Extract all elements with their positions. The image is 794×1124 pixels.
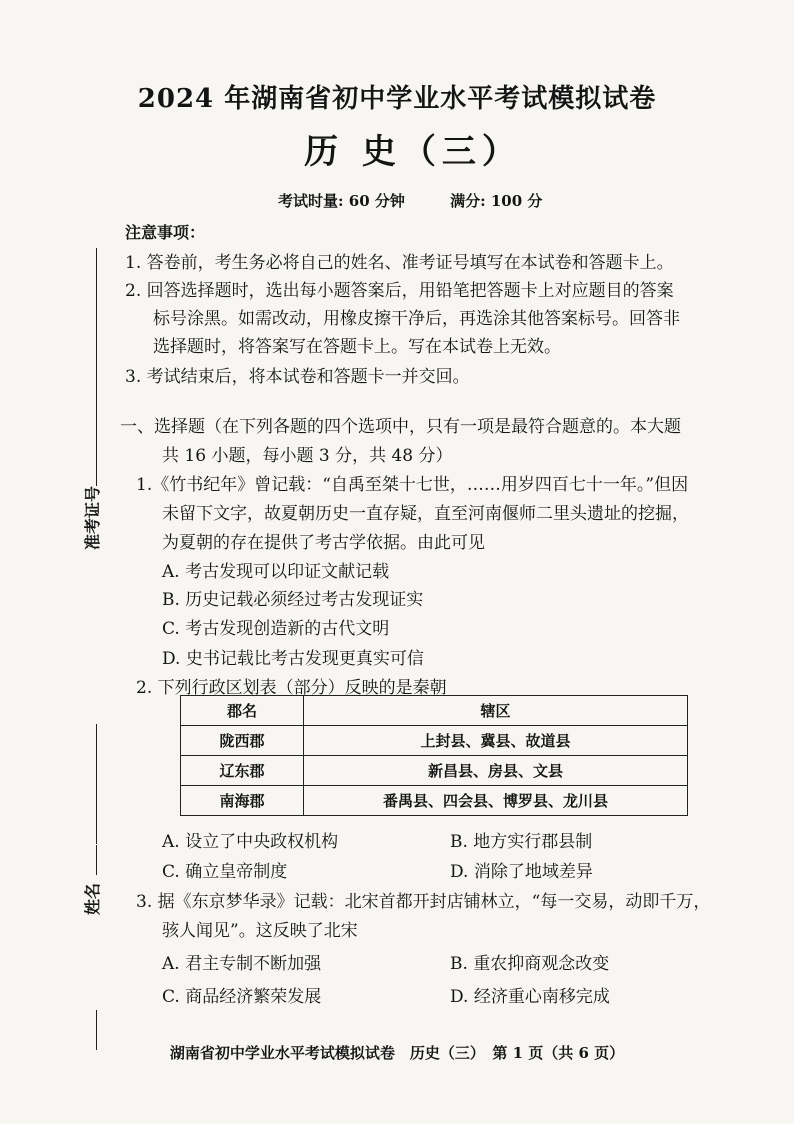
table-row bbox=[181, 786, 688, 816]
q3-option-b: B. 重农抑商观念改变 bbox=[450, 954, 610, 974]
exam-number-underline bbox=[96, 464, 97, 486]
note-2: 2. 回答选择题时，选出每小题答案后，用铅笔把答题卡上对应题目的答案 bbox=[125, 281, 674, 301]
q1-option-d: D. 史书记载比考古发现更真实可信 bbox=[162, 649, 424, 669]
q2-option-c: C. 确立皇帝制度 bbox=[162, 862, 288, 882]
q3-option-d: D. 经济重心南移完成 bbox=[450, 987, 610, 1007]
table-header-prefecture: 郡名 bbox=[181, 696, 304, 726]
table-cell-prefecture: 南海郡 bbox=[181, 786, 304, 816]
note-2-cont2: 选择题时，将答案写在答题卡上。写在本试卷上无效。 bbox=[153, 337, 561, 357]
q3-stem-line1: 3. 据《东京梦华录》记载：北宋首都开封店铺林立，“每一交易，动即千万， bbox=[136, 892, 711, 912]
q3-option-c: C. 商品经济繁荣发展 bbox=[162, 987, 322, 1007]
table-cell-prefecture: 陇西郡 bbox=[181, 726, 304, 756]
note-3: 3. 考试结束后，将本试卷和答题卡一并交回。 bbox=[125, 367, 470, 387]
name-label: 姓名 bbox=[83, 882, 102, 915]
table-cell-counties: 番禺县、四会县、博罗县、龙川县 bbox=[304, 786, 688, 816]
exam-title: 2024 年湖南省初中学业水平考试模拟试卷 bbox=[137, 84, 657, 114]
section-heading-cont: 共 16 小题，每小题 3 分，共 48 分） bbox=[162, 446, 453, 466]
q1-stem-line2: 未留下文字，故夏朝历史一直存疑，直至河南偃师二里头遗址的挖掘， bbox=[162, 504, 689, 524]
section-heading: 一、选择题（在下列各题的四个选项中，只有一项是最符合题意的。本大题 bbox=[120, 417, 681, 437]
q1-option-c: C. 考古发现创造新的古代文明 bbox=[162, 619, 390, 639]
table-cell-prefecture: 辽东郡 bbox=[181, 756, 304, 786]
subject-title: 历 史（三） bbox=[304, 132, 522, 172]
page-footer: 湖南省初中学业水平考试模拟试卷 历史（三） 第 1 页（共 6 页） bbox=[169, 1044, 625, 1062]
q2-option-a: A. 设立了中央政权机构 bbox=[162, 832, 339, 852]
q3-option-a: A. 君主专制不断加强 bbox=[162, 954, 322, 974]
q1-stem-line3: 为夏朝的存在提供了考古学依据。由此可见 bbox=[162, 533, 485, 553]
q3-stem-line2: 骇人闻见”。这反映了北宋 bbox=[162, 921, 358, 941]
table-cell-counties: 新昌县、房县、文县 bbox=[304, 756, 688, 786]
table-row bbox=[181, 756, 688, 786]
note-2-cont: 标号涂黑。如需改动，用橡皮擦干净后，再选涂其他答案标号。回答非 bbox=[153, 309, 680, 329]
admin-division-table bbox=[180, 695, 688, 816]
name-underline bbox=[96, 845, 97, 875]
table-row bbox=[181, 726, 688, 756]
binding-line-top bbox=[96, 248, 97, 470]
q1-stem-line1: 1.《竹书纪年》曾记载：“自禹至桀十七世，……用岁四百七十一年。”但因 bbox=[136, 475, 689, 495]
time-limit: 考试时量: 60 分钟 bbox=[278, 192, 405, 210]
q2-stem: 2. 下列行政区划表（部分）反映的是秦朝 bbox=[136, 678, 447, 698]
notes-heading: 注意事项： bbox=[125, 223, 206, 242]
binding-line-mid bbox=[96, 724, 97, 844]
table-header-row bbox=[181, 696, 688, 726]
q2-option-b: B. 地方实行郡县制 bbox=[450, 832, 593, 852]
exam-number-label: 准考证号 bbox=[83, 485, 102, 550]
full-score: 满分: 100 分 bbox=[450, 192, 543, 210]
table-header-counties: 辖区 bbox=[304, 696, 688, 726]
note-1: 1. 答卷前，考生务必将自己的姓名、准考证号填写在本试卷和答题卡上。 bbox=[125, 253, 674, 273]
q1-option-a: A. 考古发现可以印证文献记载 bbox=[162, 562, 390, 582]
q2-option-d: D. 消除了地域差异 bbox=[450, 862, 593, 882]
table-cell-counties: 上封县、冀县、故道县 bbox=[304, 726, 688, 756]
q1-option-b: B. 历史记载必须经过考古发现证实 bbox=[162, 590, 424, 610]
exam-meta bbox=[278, 190, 542, 211]
